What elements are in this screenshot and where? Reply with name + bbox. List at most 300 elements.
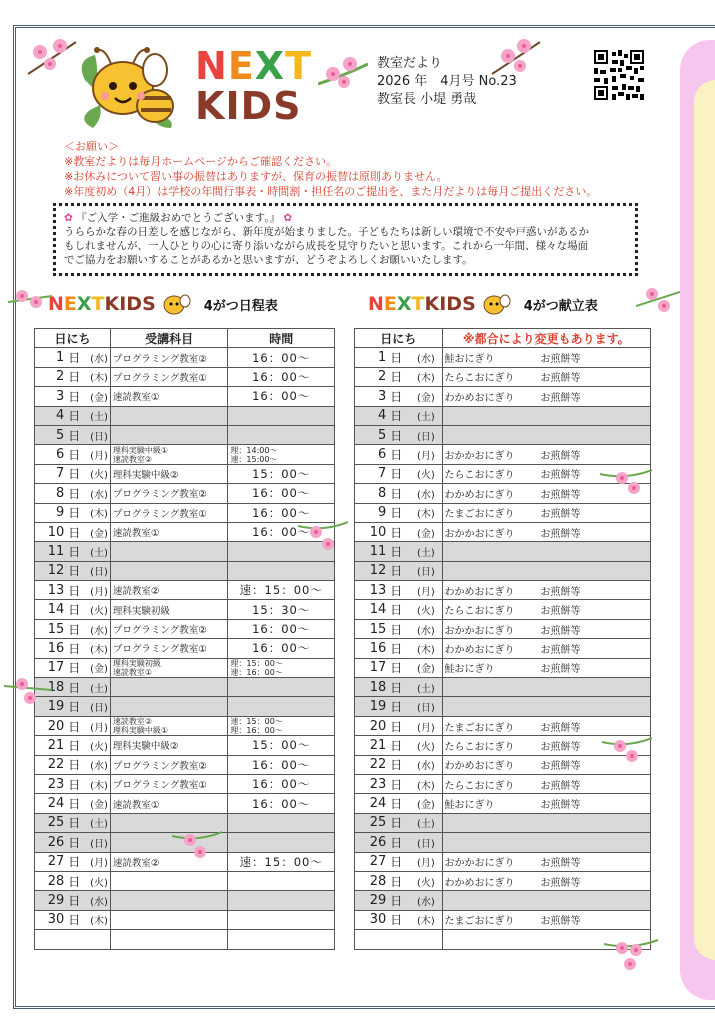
weekday: (木) [88,774,110,793]
day-number: 1 [35,348,67,367]
subject-cell: 速読教室② [110,852,228,871]
notice-title: ＜お願い＞ [64,140,119,153]
menu-item-snack: お煎餅等 [540,489,581,501]
menu-item-snack: お煎餅等 [540,373,581,385]
flower-bullet-icon: ✿ [283,212,293,224]
menu-cell [442,348,650,367]
menu-item-snack: お煎餅等 [540,644,581,656]
header-time: 時間 [228,329,335,348]
day-number: 9 [35,503,67,522]
day-number: 11 [355,542,389,561]
menu-item-main: わかめおにぎり [444,644,515,656]
subject-cell [110,406,228,425]
greeting-title-row [64,211,627,225]
table-row [355,387,651,406]
table-row [355,619,651,638]
table-row [35,445,335,464]
menu-item-main: わかめおにぎり [444,392,515,404]
day-suffix: 日 [66,716,88,735]
weekday: (月) [88,445,110,464]
time-cell [228,697,335,716]
table-row [35,387,335,406]
day-suffix: 日 [66,813,88,832]
weekday: (木) [410,367,442,386]
menu-item-snack: お煎餅等 [540,916,581,928]
weekday: (月) [410,852,442,871]
menu-cell [442,522,650,541]
weekday: (金) [410,387,442,406]
day-suffix: 日 [388,561,410,580]
subject-line: 理科実験中級① [112,445,169,455]
menu-item-main: たらこおにぎり [444,470,515,482]
menu-item-main: 鮭おにぎり [444,664,495,676]
day-suffix: 日 [66,619,88,638]
time-cell [228,445,335,464]
weekday: (水) [410,891,442,910]
menu-item-snack: お煎餅等 [540,354,581,366]
day-number: 10 [355,522,389,541]
day-suffix: 日 [66,794,88,813]
subject-cell: プログラミング教室① [110,367,228,386]
day-suffix: 日 [66,910,88,929]
day-number: 20 [355,716,389,735]
day-suffix: 日 [66,755,88,774]
weekday: (土) [88,406,110,425]
day-number: 22 [35,755,67,774]
menu-cell [442,367,650,386]
weekday: (月) [88,581,110,600]
day-suffix: 日 [388,794,410,813]
menu-item-main: わかめおにぎり [444,761,515,773]
weekday: (月) [88,852,110,871]
qr-code-icon[interactable] [594,50,644,100]
day-number: 23 [355,774,389,793]
table-row [35,522,335,541]
weekday: (水) [88,891,110,910]
table-row [35,484,335,503]
weekday: (金) [410,522,442,541]
cherry-blossom-icon [8,282,52,316]
day-suffix: 日 [388,387,410,406]
time-cell: 16：00～ [228,348,335,367]
cherry-blossom-icon [602,734,652,766]
table-row [355,910,651,929]
schedule-title: 4がつ日程表 [203,298,278,314]
day-suffix: 日 [66,871,88,890]
subject-cell: 速読教室① [110,387,228,406]
weekday: (水) [88,619,110,638]
day-number: 4 [355,406,389,425]
table-row [355,774,651,793]
table-row [35,348,335,367]
menu-cell [442,658,650,677]
bee-mascot-icon [75,40,185,130]
menu-cell [442,387,650,406]
table-row [35,464,335,483]
time-cell: 16：00～ [228,755,335,774]
day-suffix: 日 [66,406,88,425]
time-cell [228,678,335,697]
schedule-heading [48,289,278,319]
menu-item-main: たまごおにぎり [444,916,515,928]
director-name: 教室長 小堤 勇哉 [377,92,477,107]
time-cell [228,813,335,832]
table-row [35,678,335,697]
table-row [35,910,335,929]
header-date: 日にち [35,329,111,348]
weekday: (月) [410,581,442,600]
day-number: 13 [35,581,67,600]
menu-item-main: おかかおにぎり [444,858,515,870]
weekday: (木) [410,639,442,658]
day-number: 3 [355,387,389,406]
day-suffix: 日 [66,736,88,755]
day-number: 14 [35,600,67,619]
greeting-box [53,203,638,276]
weekday: (水) [410,348,442,367]
day-suffix: 日 [66,852,88,871]
menu-item-main: おかかおにぎり [444,528,515,540]
table-row [35,503,335,522]
time-cell: 16：00～ [228,794,335,813]
subject-line: 速読教室② [112,454,153,464]
logo-kids-text: KIDS [195,84,302,128]
day-number: 4 [35,406,67,425]
bee-mascot-icon [162,292,192,316]
flower-bullet-icon: ✿ [64,212,73,224]
day-number: 18 [355,678,389,697]
weekday: (日) [410,561,442,580]
weekday: (火) [88,736,110,755]
day-number: 11 [35,542,67,561]
table-row [355,813,651,832]
menu-item-snack: お煎餅等 [540,470,581,482]
weekday: (火) [88,464,110,483]
day-number: 12 [355,561,389,580]
day-suffix: 日 [388,348,410,367]
weekday: (土) [88,813,110,832]
menu-item-snack: お煎餅等 [540,761,581,773]
notice-line: ※お休みについて習い事の振替はありますが、保育の振替は原則ありません。 [64,170,448,183]
menu-cell [442,774,650,793]
menu-item-main: わかめおにぎり [444,489,515,501]
menu-cell [442,716,650,735]
menu-item-main: たらこおにぎり [444,373,515,385]
day-suffix: 日 [388,852,410,871]
day-suffix: 日 [66,445,88,464]
table-row [35,794,335,813]
day-number: 27 [35,852,67,871]
weekday: (土) [410,813,442,832]
header-subject: 受講科目 [110,329,228,348]
menu-title: 4がつ献立表 [523,298,598,314]
header-change-note: ※都合により変更もあります。 [442,329,650,348]
day-number: 15 [355,619,389,638]
nextkids-logo [75,40,315,130]
menu-item-snack: お煎餅等 [540,606,581,618]
table-row [35,406,335,425]
time-line: 速：15:00～ [230,454,278,464]
day-number: 14 [355,600,389,619]
issue-number: 2026 年 4月号 No.23 [377,74,517,89]
menu-item-main: わかめおにぎり [444,586,515,598]
time-cell [228,910,335,929]
subject-cell: 理科実験中級② [110,736,228,755]
menu-cell [442,561,650,580]
table-row [35,600,335,619]
menu-item-snack: お煎餅等 [540,741,581,753]
time-cell [228,658,335,677]
weekday: (火) [88,600,110,619]
subject-cell [110,678,228,697]
time-cell [228,871,335,890]
day-suffix: 日 [66,639,88,658]
menu-mini-logo: NEXTKIDS [368,293,476,315]
weekday: (金) [88,522,110,541]
subject-cell [110,910,228,929]
day-suffix: 日 [388,755,410,774]
menu-heading [368,289,598,319]
time-line: 速：15：00～ [230,717,283,726]
day-suffix: 日 [388,716,410,735]
weekday: (火) [410,736,442,755]
menu-item-snack: お煎餅等 [540,780,581,792]
table-row [35,774,335,793]
table-row [355,639,651,658]
table-row [355,348,651,367]
day-suffix: 日 [388,658,410,677]
subject-line: 理科実験中級① [112,726,169,735]
table-row [355,794,651,813]
time-cell: 16：00～ [228,774,335,793]
subject-line: 速読教室② [112,717,153,726]
table-row [35,716,335,735]
subject-cell: プログラミング教室① [110,503,228,522]
time-line: 理：16：00～ [230,726,283,735]
day-number: 17 [35,658,67,677]
menu-item-main: たまごおにぎり [444,509,515,521]
cherry-blossom-icon [298,518,348,554]
time-cell: 16：00～ [228,619,335,638]
weekday: (金) [88,794,110,813]
notice-line: ※教室だよりは毎月ホームページからご確認ください。 [64,155,337,168]
subject-line: 速読教室① [112,667,153,677]
day-suffix: 日 [388,406,410,425]
menu-cell [442,852,650,871]
day-suffix: 日 [388,619,410,638]
subject-cell: 速読教室② [110,581,228,600]
menu-item-snack: お煎餅等 [540,392,581,404]
menu-cell [442,581,650,600]
weekday: (水) [410,484,442,503]
menu-item-snack: お煎餅等 [540,625,581,637]
weekday: (日) [410,425,442,444]
day-number: 9 [355,503,389,522]
weekday: (水) [88,484,110,503]
menu-cell [442,639,650,658]
day-suffix: 日 [388,445,410,464]
subject-cell: プログラミング教室① [110,774,228,793]
weekday: (木) [88,367,110,386]
subject-cell [110,891,228,910]
day-number: 26 [355,833,389,852]
day-suffix: 日 [388,600,410,619]
day-number: 25 [35,813,67,832]
notice-section [64,139,597,199]
logo-next-text: NEXT [195,44,313,88]
weekday: (月) [88,716,110,735]
cherry-blossom-icon [600,466,652,500]
greeting-line: うららかな春の日差しを感じながら、新年度が始まりました。子どもたちは新しい環境で不安や戸惑いがあるか [64,226,589,238]
menu-cell [442,813,650,832]
table-row [35,736,335,755]
time-cell: 15：30～ [228,600,335,619]
day-suffix: 日 [388,813,410,832]
day-number: 12 [35,561,67,580]
menu-item-main: おかかおにぎり [444,451,515,463]
day-suffix: 日 [388,697,410,716]
table-row [35,871,335,890]
time-cell [228,406,335,425]
day-suffix: 日 [66,387,88,406]
time-cell: 16：00～ [228,484,335,503]
day-number: 13 [355,581,389,600]
weekday: (水) [410,755,442,774]
cherry-blossom-icon [318,54,368,90]
day-number: 23 [35,774,67,793]
weekday: (土) [410,678,442,697]
day-suffix: 日 [66,484,88,503]
day-number: 27 [355,852,389,871]
menu-table [354,328,651,950]
day-suffix: 日 [66,697,88,716]
table-row [355,697,651,716]
table-row [355,425,651,444]
table-row [355,716,651,735]
table-row [35,755,335,774]
time-line: 理：15：00～ [230,658,283,668]
day-number: 24 [35,794,67,813]
subject-cell [110,697,228,716]
time-cell [228,561,335,580]
header-date: 日にち [355,329,443,348]
menu-cell [442,891,650,910]
weekday: (木) [88,910,110,929]
day-suffix: 日 [388,522,410,541]
table-row [355,445,651,464]
day-suffix: 日 [388,774,410,793]
day-suffix: 日 [388,639,410,658]
menu-cell [442,619,650,638]
weekday: (木) [410,774,442,793]
day-suffix: 日 [388,503,410,522]
weekday: (水) [88,755,110,774]
time-cell: 16：00～ [228,387,335,406]
subject-cell: 速読教室① [110,794,228,813]
cherry-blossom-icon [26,34,78,78]
day-number: 2 [355,367,389,386]
cherry-blossom-icon [636,282,680,316]
day-number: 6 [35,445,67,464]
subject-cell: プログラミング教室② [110,619,228,638]
table-row [355,522,651,541]
weekday: (木) [410,503,442,522]
weekday: (火) [410,464,442,483]
day-suffix: 日 [66,833,88,852]
day-suffix: 日 [388,833,410,852]
day-number: 26 [35,833,67,852]
weekday: (木) [410,910,442,929]
table-row [355,542,651,561]
day-number: 6 [355,445,389,464]
day-number: 19 [35,697,67,716]
day-suffix: 日 [66,774,88,793]
weekday: (木) [88,639,110,658]
table-row [35,639,335,658]
day-suffix: 日 [66,522,88,541]
time-cell: 速：15：00～ [228,852,335,871]
menu-cell [442,542,650,561]
table-row [355,561,651,580]
day-number: 21 [355,736,389,755]
day-number: 10 [35,522,67,541]
weekday: (日) [410,833,442,852]
menu-item-snack: お煎餅等 [540,586,581,598]
weekday: (日) [88,833,110,852]
table-row [35,619,335,638]
day-suffix: 日 [66,581,88,600]
subject-cell: プログラミング教室② [110,484,228,503]
menu-cell [442,445,650,464]
weekday: (水) [88,348,110,367]
day-suffix: 日 [66,348,88,367]
table-row [355,367,651,386]
day-suffix: 日 [388,910,410,929]
cherry-blossom-icon [490,34,542,78]
table-row [355,658,651,677]
table-row [35,891,335,910]
time-cell [228,891,335,910]
day-number: 8 [355,484,389,503]
day-suffix: 日 [388,736,410,755]
menu-cell [442,697,650,716]
newsletter-title: 教室だより [377,56,443,71]
day-suffix: 日 [66,891,88,910]
bee-mascot-icon [482,292,512,316]
day-suffix: 日 [66,464,88,483]
weekday: (金) [88,658,110,677]
day-suffix: 日 [66,678,88,697]
cherry-blossom-icon [4,672,52,708]
weekday: (金) [88,387,110,406]
notice-line: ※年度初め（4月）は学校の年間行事表・時間割・担任名のご提出を、また月だよりは毎月ご提出ください。 [64,185,598,198]
weekday: (月) [410,445,442,464]
menu-cell [442,794,650,813]
table-row [355,600,651,619]
table-row [355,891,651,910]
day-suffix: 日 [388,678,410,697]
subject-cell: プログラミング教室① [110,639,228,658]
subject-cell [110,561,228,580]
day-suffix: 日 [388,871,410,890]
menu-item-snack: お煎餅等 [540,528,581,540]
day-number: 28 [355,871,389,890]
day-number: 19 [355,697,389,716]
time-cell: 速：15：00～ [228,581,335,600]
day-suffix: 日 [66,561,88,580]
table-row [35,425,335,444]
day-suffix: 日 [388,891,410,910]
